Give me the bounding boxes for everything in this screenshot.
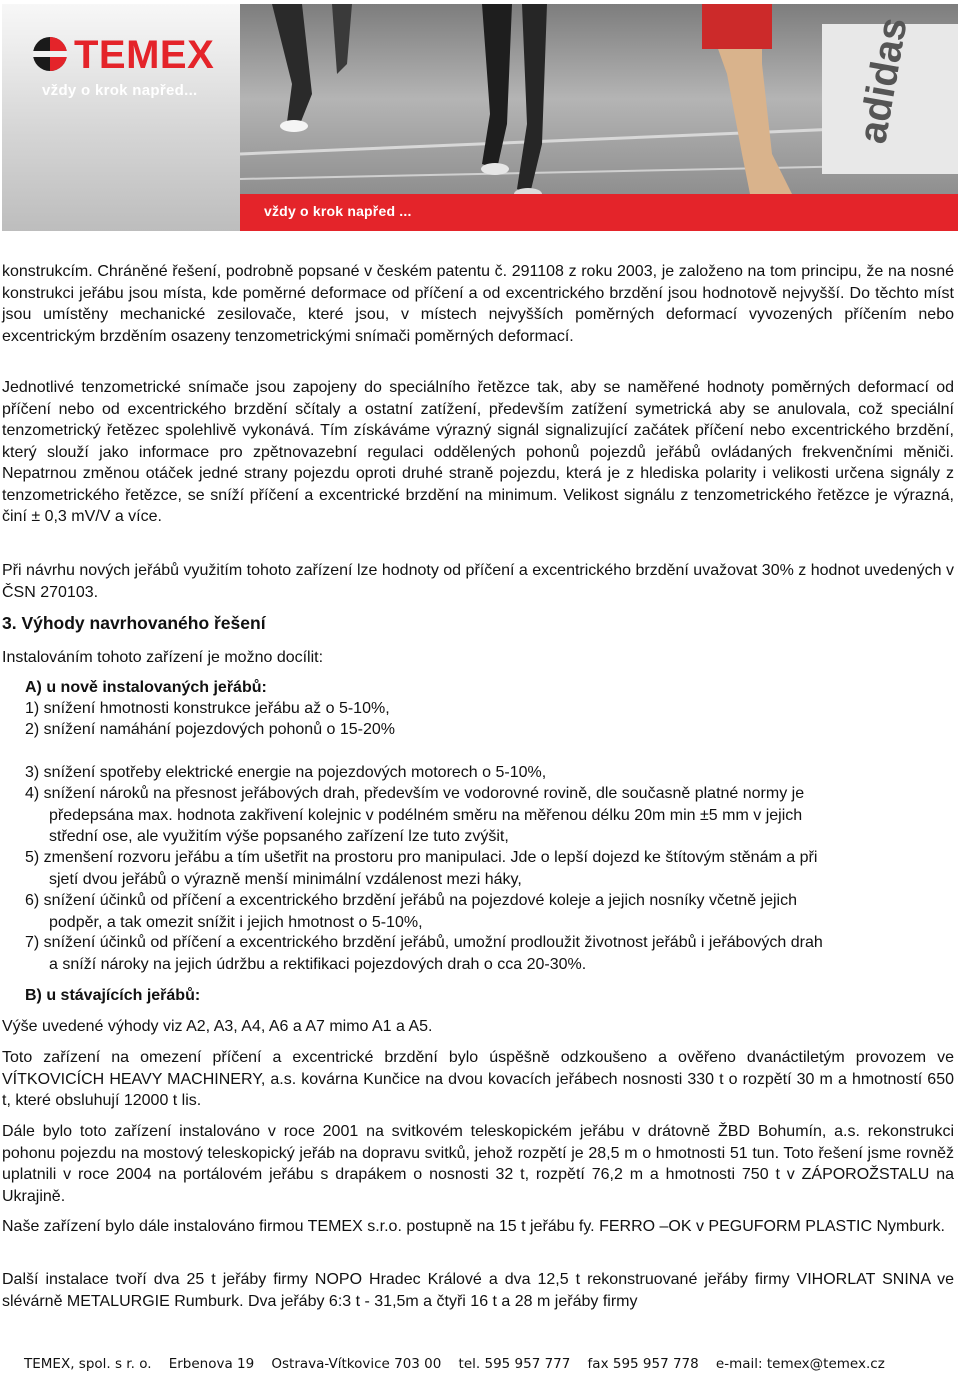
header-banner <box>2 4 958 231</box>
list-item <box>25 932 953 975</box>
section-heading: 3. Výhody navrhovaného řešení <box>2 613 266 633</box>
footer-company: TEMEX, spol. s r. o. <box>24 1356 152 1372</box>
paragraph-2: Jednotlivé tenzometrické snímače jsou zapojeny do speciálního řetězce tak, aby se naměřené hodnoty poměrných deformací od příčení nebo od excentrického brzdění sčítaly a ostatní zatížení, především zatížení symetrická aby se anulovala, což speciální tenzometrický řetězec spolehlivě vykonává. Tím získáváme výrazný signál signalizující začátek příčení nebo excentrického brzdění, který slouží jako informace pro zpětnovazební regulaci oddělených pohonů pojezdů jeřábů ovládaných frekvenčními měniči. Nepatrnou změnou otáček jedné strany pojezdu oproti druhé straně pojezdu, která je z hlediska polarity i velikosti určena signály z tenzometrického řetězce, se sníží příčení a excentrické brzdění na minimum. Velikost signálu z tenzometrického řetězce je výrazná, činí ± 0,3 mV/V a více. <box>2 379 954 525</box>
footer-email: e-mail: temex@temex.cz <box>715 1356 885 1372</box>
logo-wordmark: TEMEX <box>74 33 215 77</box>
list-item-line: a sníží nároky na jejich údržbu a rektifikaci pojezdových drah o cca 20-30%. <box>49 955 587 973</box>
list-item-line: podpěr, a tak omezit snížit i jejich hmotnost o 5-10%, <box>49 913 423 931</box>
paragraph-7: Naše zařízení bylo dále instalováno firmou TEMEX s.r.o. postupně na 15 t jeřábu fy. FERRO –OK v PEGUFORM PLASTIC Nymburk. <box>2 1218 945 1235</box>
footer-address: Erbenova 19 <box>168 1356 255 1372</box>
list-item-line: 4) snížení nároků na přesnost jeřábových drah, především ve vodorovné rovině, dle současně platné normy je <box>25 785 805 802</box>
section-a-title: A) u nově instalovaných jeřábů: <box>25 679 267 696</box>
list-item-line: střední ose, ale využitím výše popsaného zařízení lze tuto zvýšit, <box>49 828 509 845</box>
intro-text: Instalováním tohoto zařízení je možno docílit: <box>2 649 324 666</box>
list-item <box>25 890 953 933</box>
list-item <box>25 783 953 848</box>
paragraph-6: Dále bylo toto zařízení instalováno v roce 2001 na svitkovém teleskopickém jeřábu v drátovně ŽBD Bohumín, a.s. rekonstrukci pohonu pojezdu na mostový teleskopický jeřáb na dopravu svitků, jehož rozpětí je 28,5 m o hmotnosti 51 tun. Toto řešení jsme rovněž uplatnili v roce 2004 na portálovém jeřábu s drapákem o nosnosti 32 t, rozpětí 76,2 m a hmotnosti 750 t v ZÁPOROŽSTALU na Ukrajině. <box>2 1123 954 1205</box>
footer-fax: fax 595 957 778 <box>587 1356 699 1372</box>
list-item: 3) snížení spotřeby elektrické energie na pojezdových motorech o 5-10%, <box>25 764 547 781</box>
svg-text:adidas: adidas <box>850 14 916 147</box>
paragraph-3: Při návrhu nových jeřábů využitím tohoto zařízení lze hodnoty od příčení a excentrického brzdění uvažovat 30% z hodnot uvedených v ČSN 270103. <box>2 562 954 601</box>
paragraph-4: Výše uvedené výhody viz A2, A3, A4, A6 a A7 mimo A1 a A5. <box>2 1018 433 1035</box>
logo-mark-icon <box>30 34 70 74</box>
paragraph-1: konstrukcím. Chráněné řešení, podrobně popsané v českém patentu č. 291108 z roku 2003, je založeno na tom principu, že na nosné konstrukci jeřábu jsou místa, kde poměrné deformace od příčení a od excentrického brzdění jsou hodnotově nejvyšší. Do těchto míst jsou umístěny mechanické zesilovače, které jsou, v místech nejvyšších poměrných deformací vyvozených příčením nebo excentrickým brzděním osazeny tenzometrickými snímači poměrných deformací. <box>2 263 954 345</box>
paragraph-5: Toto zařízení na omezení příčení a excentrické brzdění bylo úspěšně odzkoušeno a ověřeno dvanáctiletým provozem ve VÍTKOVICÍCH HEAVY MACHINERY, a.s. kovárna Kunčice na dvou kovacích jeřábech nosnosti 330 t o rozpětí 30 m a hmotností 650 t, které obsluhují 12000 t lis. <box>2 1049 954 1109</box>
list-item: 2) snížení namáhání pojezdových pohonů o 15-20% <box>25 721 396 738</box>
list-item-line: předepsána max. hodnota zakřivení kolejnic v podélném směru na měřenou délku 20m min ±5 mm v jejich <box>49 806 803 824</box>
list-item: 1) snížení hmotnosti konstrukce jeřábu až o 5-10%, <box>25 700 390 717</box>
list-item-line: 7) snížení účinků od příčení a excentrického brzdění jeřábů, umožní prodloužit životnost jeřábů i jeřábových drah <box>25 934 823 951</box>
list-item <box>25 847 953 890</box>
banner-slogan-bar: vždy o krok napřed ... <box>264 203 412 219</box>
paragraph-8: Další instalace tvoří dva 25 t jeřáby firmy NOPO Hradec Králové a dva 12,5 t rekonstruované jeřáby firmy VIHORLAT SNINA ve slévárně METALURGIE Rumburk. Dva jeřáby 6:3 t - 31,5m a čtyři 16 t a 28 m jeřáby firmy <box>2 1271 954 1310</box>
list-item-line: sjetí dvou jeřábů o výrazně menší minimální vzdálenost mezi háky, <box>49 870 522 888</box>
list-item-line: 5) zmenšení rozvoru jeřábu a tím ušetřit na prostoru pro manipulaci. Jde o lepší dojezd ke štítovým stěnám a při <box>25 849 818 866</box>
page-footer <box>24 1356 885 1372</box>
logo-slogan: vždy o krok napřed... <box>42 82 198 99</box>
list-item-line: 6) snížení účinků od příčení a excentrického brzdění jeřábů na pojezdové koleje a jejich nosníky včetně jejich <box>25 892 798 909</box>
section-b-title: B) u stávajících jeřábů: <box>25 987 201 1004</box>
footer-tel: tel. 595 957 777 <box>458 1356 571 1372</box>
footer-city: Ostrava-Vítkovice 703 00 <box>271 1356 442 1372</box>
